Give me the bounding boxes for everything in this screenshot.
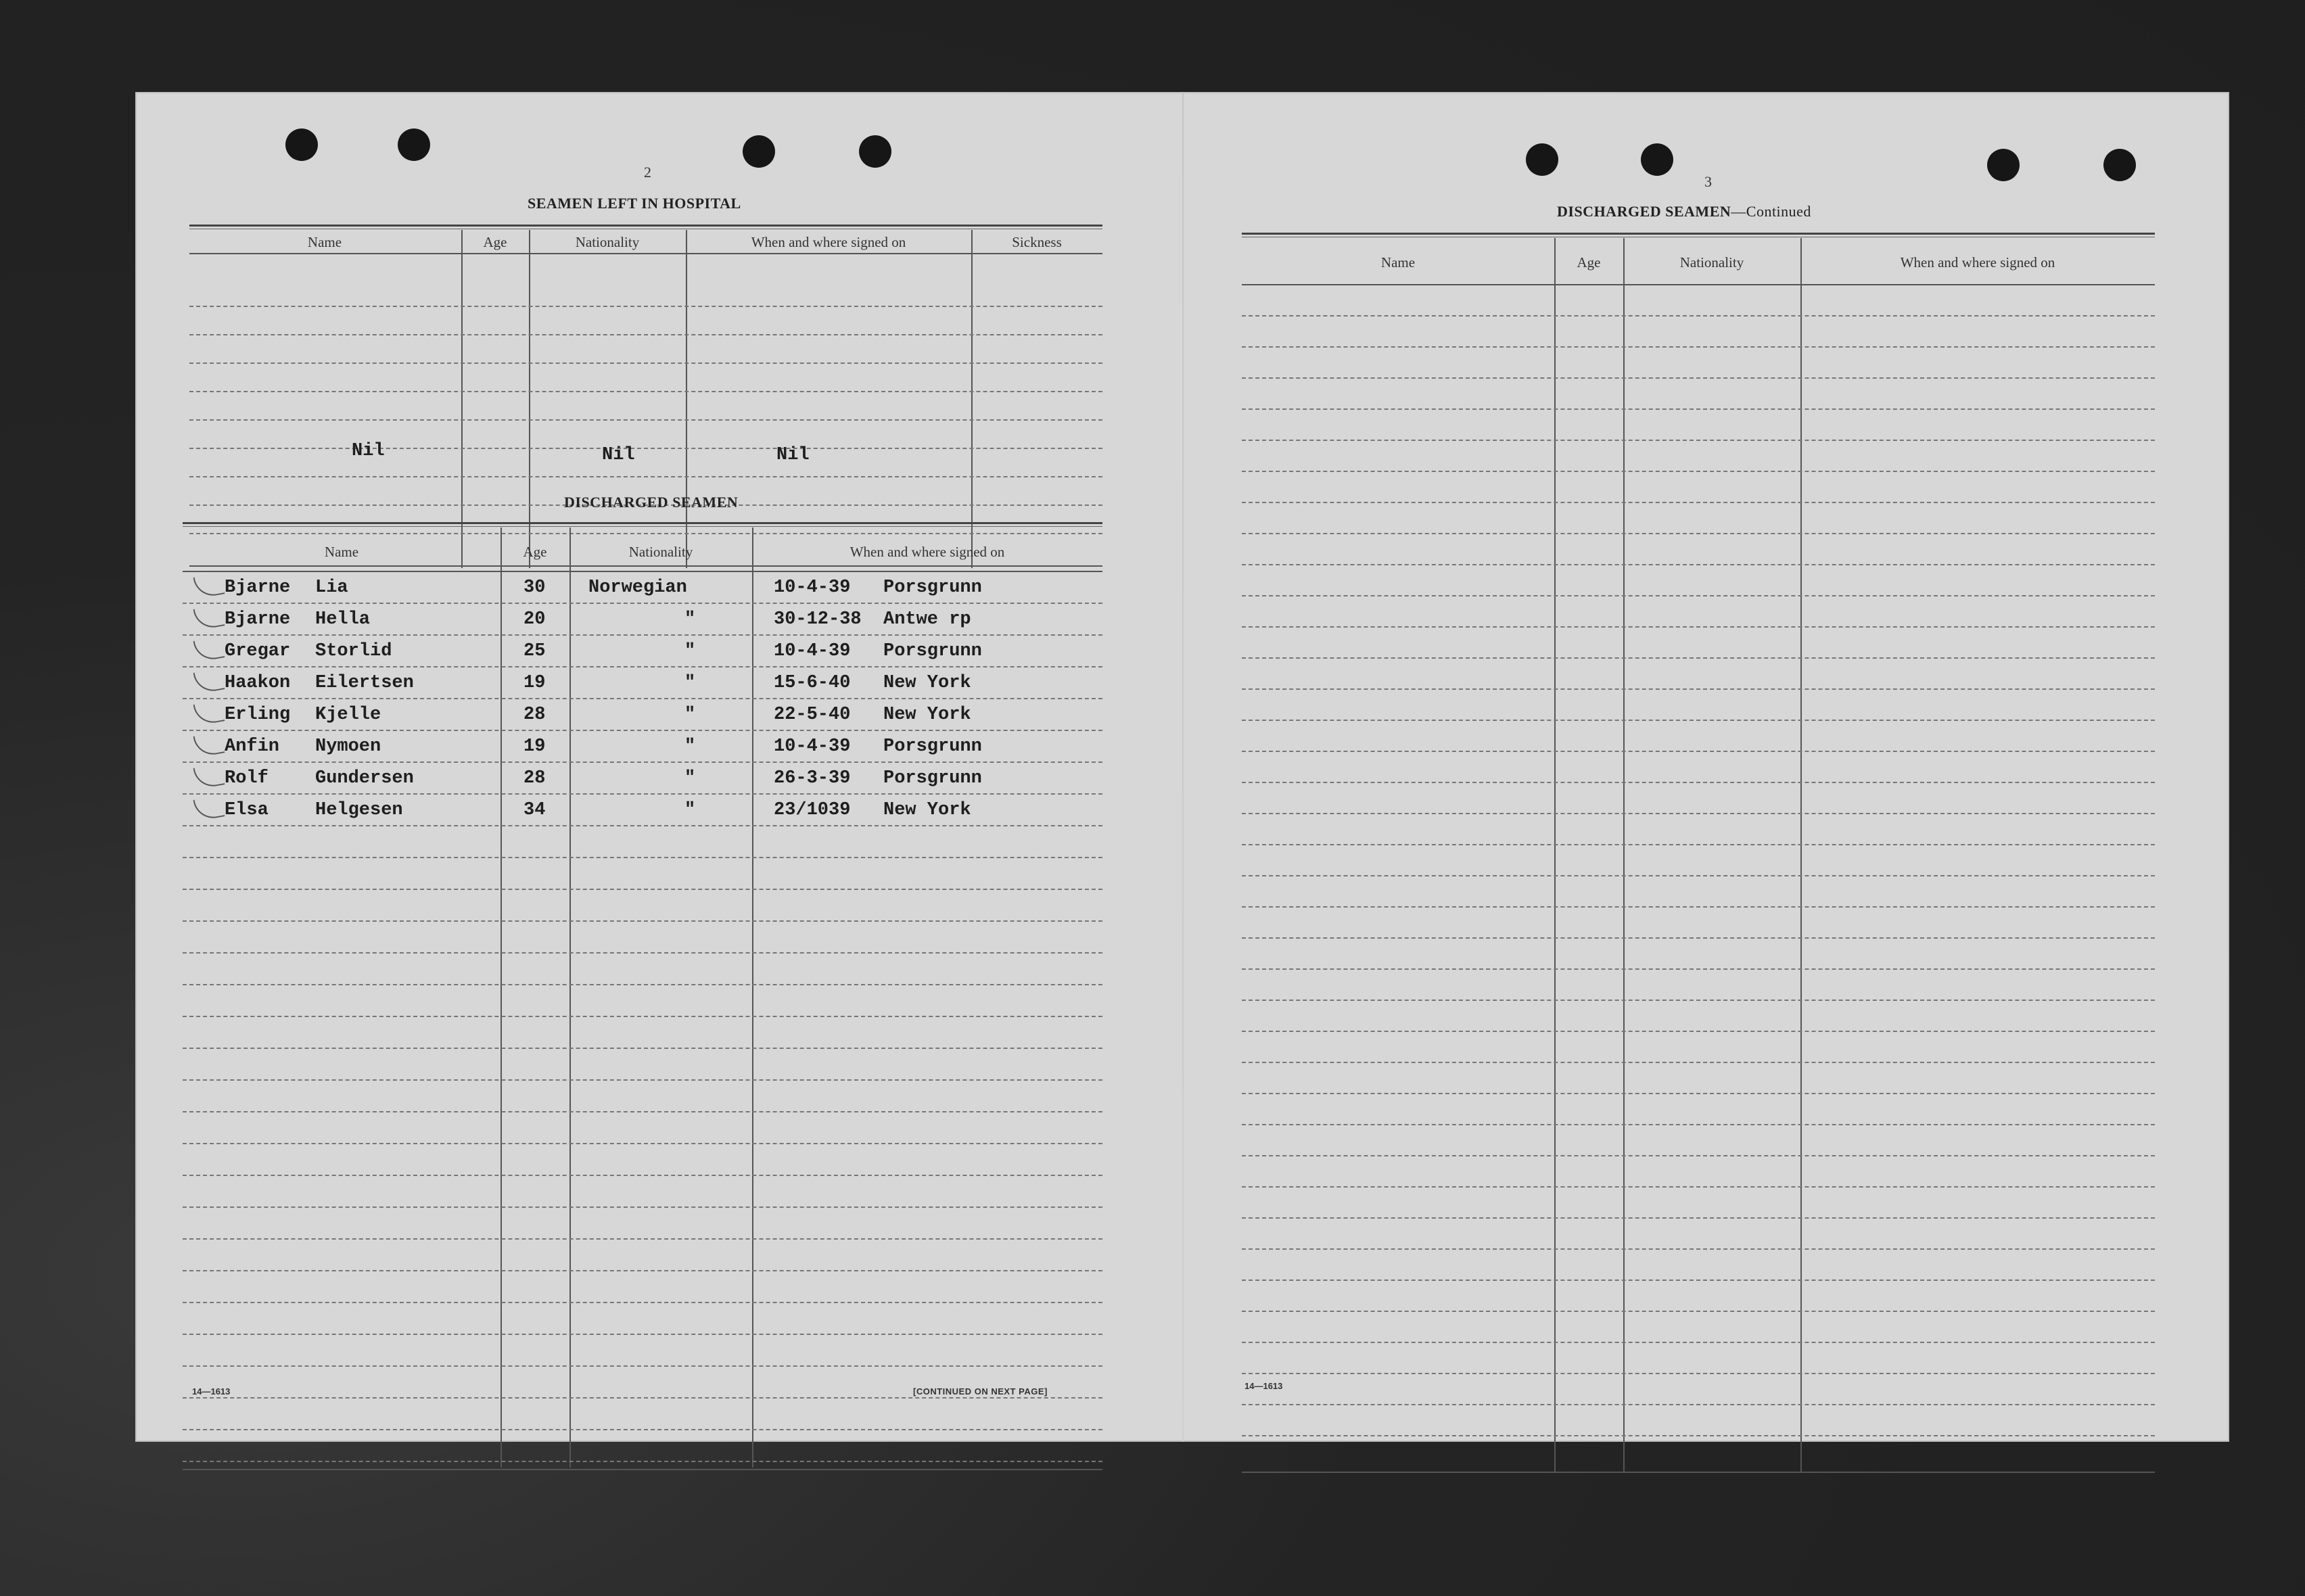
seaman-first-name: Gregar: [225, 641, 291, 661]
seaman-age: 25: [523, 641, 546, 661]
seaman-nationality: ": [684, 736, 696, 757]
page-number: 2: [644, 164, 651, 181]
signed-on-date: 10-4-39: [774, 578, 851, 598]
form-code: 14—1613: [1244, 1381, 1283, 1391]
signed-on-date: 23/1039: [774, 800, 851, 820]
seaman-nationality: ": [684, 800, 696, 820]
seaman-last-name: Hella: [315, 609, 371, 630]
page-number: 3: [1704, 173, 1712, 190]
punch-hole: [398, 128, 430, 161]
seaman-age: 28: [523, 705, 546, 725]
signed-on-place: New York: [883, 673, 971, 693]
page-fold: [1182, 92, 1184, 1442]
hospital-name-value: Nil: [352, 441, 385, 461]
seaman-first-name: Haakon: [225, 673, 291, 693]
seaman-first-name: Erling: [225, 705, 291, 725]
signed-on-place: New York: [883, 800, 971, 820]
punch-hole: [2103, 149, 2136, 181]
continued-note: [CONTINUED ON NEXT PAGE]: [913, 1386, 1048, 1396]
discharged-section-title: DISCHARGED SEAMEN: [564, 494, 739, 511]
form-code: 14—1613: [192, 1386, 231, 1396]
seaman-first-name: Bjarne: [225, 609, 291, 630]
signed-on-place: New York: [883, 705, 971, 725]
seaman-nationality: ": [684, 705, 696, 725]
hospital-section-title: SEAMEN LEFT IN HOSPITAL: [528, 195, 741, 212]
seaman-last-name: Kjelle: [315, 705, 381, 725]
tick-mark: [193, 668, 225, 695]
seaman-nationality: ": [684, 768, 696, 789]
col-header-nationality: Nationality: [628, 544, 693, 560]
discharged-continued-title: [1557, 203, 1811, 220]
seaman-nationality: Norwegian: [588, 578, 687, 598]
seaman-last-name: Eilertsen: [315, 673, 414, 693]
tick-mark: [193, 700, 225, 726]
seaman-last-name: Helgesen: [315, 800, 403, 820]
seaman-first-name: Bjarne: [225, 578, 291, 598]
seaman-age: 34: [523, 800, 546, 820]
hospital-nationality-value: Nil: [602, 445, 635, 465]
seaman-age: 30: [523, 578, 546, 598]
signed-on-date: 26-3-39: [774, 768, 851, 789]
col-header-signed-on: When and where signed on: [1900, 254, 2055, 271]
col-header-name: Name: [324, 544, 359, 560]
signed-on-place: Porsgrunn: [883, 768, 982, 789]
discharged-table: [183, 522, 1102, 1469]
punch-hole: [285, 128, 318, 161]
tick-mark: [193, 732, 225, 758]
col-header-signed-on: When and where signed on: [849, 544, 1005, 560]
tick-mark: [193, 795, 225, 822]
tick-mark: [193, 605, 225, 631]
seaman-last-name: Storlid: [315, 641, 392, 661]
col-header-sickness: Sickness: [1012, 234, 1062, 250]
seaman-age: 19: [523, 673, 546, 693]
discharged-continued-table: [1242, 233, 2155, 1477]
col-header-name: Name: [1380, 254, 1416, 271]
signed-on-date: 15-6-40: [774, 673, 851, 693]
seaman-last-name: Nymoen: [315, 736, 381, 757]
signed-on-place: Porsgrunn: [883, 736, 982, 757]
seaman-nationality: ": [684, 641, 696, 661]
seaman-last-name: Lia: [315, 578, 348, 598]
col-header-signed-on: When and where signed on: [751, 234, 906, 250]
punch-hole: [1987, 149, 2020, 181]
seaman-nationality: ": [684, 609, 696, 630]
punch-hole: [743, 135, 775, 168]
tick-mark: [193, 573, 225, 599]
seaman-first-name: Anfin: [225, 736, 280, 757]
seaman-age: 20: [523, 609, 546, 630]
signed-on-place: Porsgrunn: [883, 578, 982, 598]
signed-on-date: 22-5-40: [774, 705, 851, 725]
title-continued: —Continued: [1731, 203, 1811, 220]
punch-hole: [1526, 143, 1558, 176]
seaman-age: 28: [523, 768, 546, 789]
col-header-name: Name: [307, 234, 342, 250]
col-header-nationality: Nationality: [1679, 254, 1744, 271]
seaman-first-name: Elsa: [225, 800, 269, 820]
signed-on-place: Porsgrunn: [883, 641, 982, 661]
signed-on-date: 30-12-38: [774, 609, 862, 630]
document-spread: [135, 92, 2229, 1442]
tick-mark: [193, 636, 225, 663]
signed-on-date: 10-4-39: [774, 641, 851, 661]
hospital-signed-on-value: Nil: [776, 445, 810, 465]
seaman-age: 19: [523, 736, 546, 757]
tick-mark: [193, 764, 225, 790]
seaman-first-name: Rolf: [225, 768, 269, 789]
col-header-age: Age: [523, 544, 547, 560]
seaman-last-name: Gundersen: [315, 768, 414, 789]
title-main: DISCHARGED SEAMEN: [1557, 203, 1731, 220]
signed-on-place: Antwe rp: [883, 609, 971, 630]
col-header-age: Age: [1577, 254, 1601, 271]
col-header-nationality: Nationality: [575, 234, 640, 250]
punch-hole: [859, 135, 891, 168]
seaman-nationality: ": [684, 673, 696, 693]
signed-on-date: 10-4-39: [774, 736, 851, 757]
col-header-age: Age: [483, 234, 507, 250]
punch-hole: [1641, 143, 1673, 176]
hospital-table: [189, 225, 1102, 569]
